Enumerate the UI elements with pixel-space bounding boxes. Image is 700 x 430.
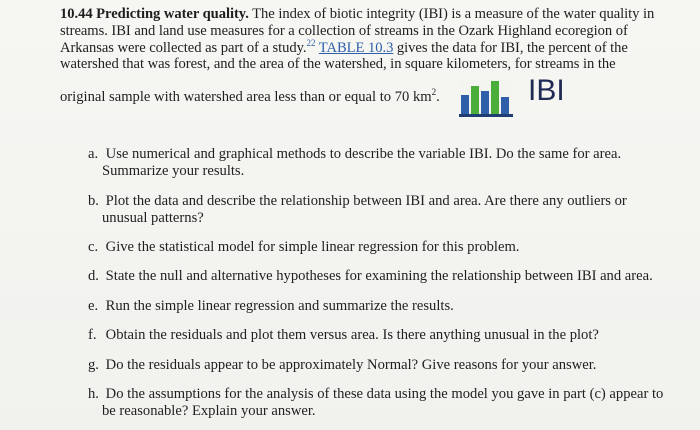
intro-last-line-text: original sample with watershed area less than or equal to 70 — [60, 89, 413, 105]
unit — [413, 89, 436, 105]
question-text-line2: unusual patterns? — [102, 210, 204, 226]
question-text: Plot the data and describe the relationship between IBI and area. Are there any outliers or — [105, 193, 627, 209]
footnote-ref[interactable]: 22 — [306, 37, 316, 48]
question-letter: f. — [88, 327, 97, 343]
question-item — [88, 327, 668, 344]
intro-last-line — [60, 88, 440, 106]
table-link[interactable]: TABLE 10.3 — [318, 39, 394, 56]
question-item — [88, 386, 668, 420]
question-letter: e. — [88, 298, 99, 314]
question-text: Run the simple linear regression and summarize the results. — [105, 298, 454, 314]
question-item — [88, 193, 668, 227]
question-letter: a. — [88, 146, 99, 162]
question-text: Give the statistical model for simple linear regression for this problem. — [105, 239, 520, 255]
ibi-badge-label[interactable]: IBI — [528, 74, 565, 107]
question-item — [88, 268, 668, 285]
question-letter: h. — [88, 386, 99, 402]
question-item — [88, 146, 668, 180]
bar-chart-icon[interactable] — [459, 77, 513, 117]
question-item — [88, 298, 668, 315]
problem-intro — [60, 6, 680, 73]
question-text-line2: Summarize your results. — [102, 163, 245, 179]
question-letter: c. — [88, 239, 99, 255]
question-text: Do the assumptions for the analysis of these data using the model you gave in part (c) appear to — [105, 386, 664, 402]
question-letter: b. — [88, 193, 99, 209]
unit-base: km — [412, 89, 432, 105]
intro-text: The index of biotic integrity (IBI) is a measure of the water quality in streams. IBI and land use measures for a collection of streams in the Ozark Highland ecoregion of Arkansas were collected as part of a study. — [60, 6, 655, 56]
question-text-line2: be reasonable? Explain your answer. — [102, 403, 316, 419]
problem-title: 10.44 Predicting water quality. — [60, 6, 249, 22]
question-text: Use numerical and graphical methods to describe the variable IBI. Do the same for area. — [105, 146, 622, 162]
unit-period: . — [436, 89, 440, 105]
question-letter: g. — [88, 357, 99, 373]
unit-exponent: 2 — [431, 87, 437, 98]
question-item — [88, 357, 668, 374]
question-text: State the null and alternative hypotheses for examining the relationship between IBI and area. — [105, 268, 653, 284]
question-text: Obtain the residuals and plot them versus area. Is there anything unusual in the plot? — [105, 327, 599, 343]
question-text: Do the residuals appear to be approximately Normal? Give reasons for your answer. — [105, 357, 597, 373]
question-letter: d. — [88, 268, 99, 284]
intro-text-continued: gives the data for IBI, the percent of the watershed that was forest, and the area of the watershed, in square kilometers, for streams in the — [60, 39, 628, 73]
question-item — [88, 239, 668, 256]
